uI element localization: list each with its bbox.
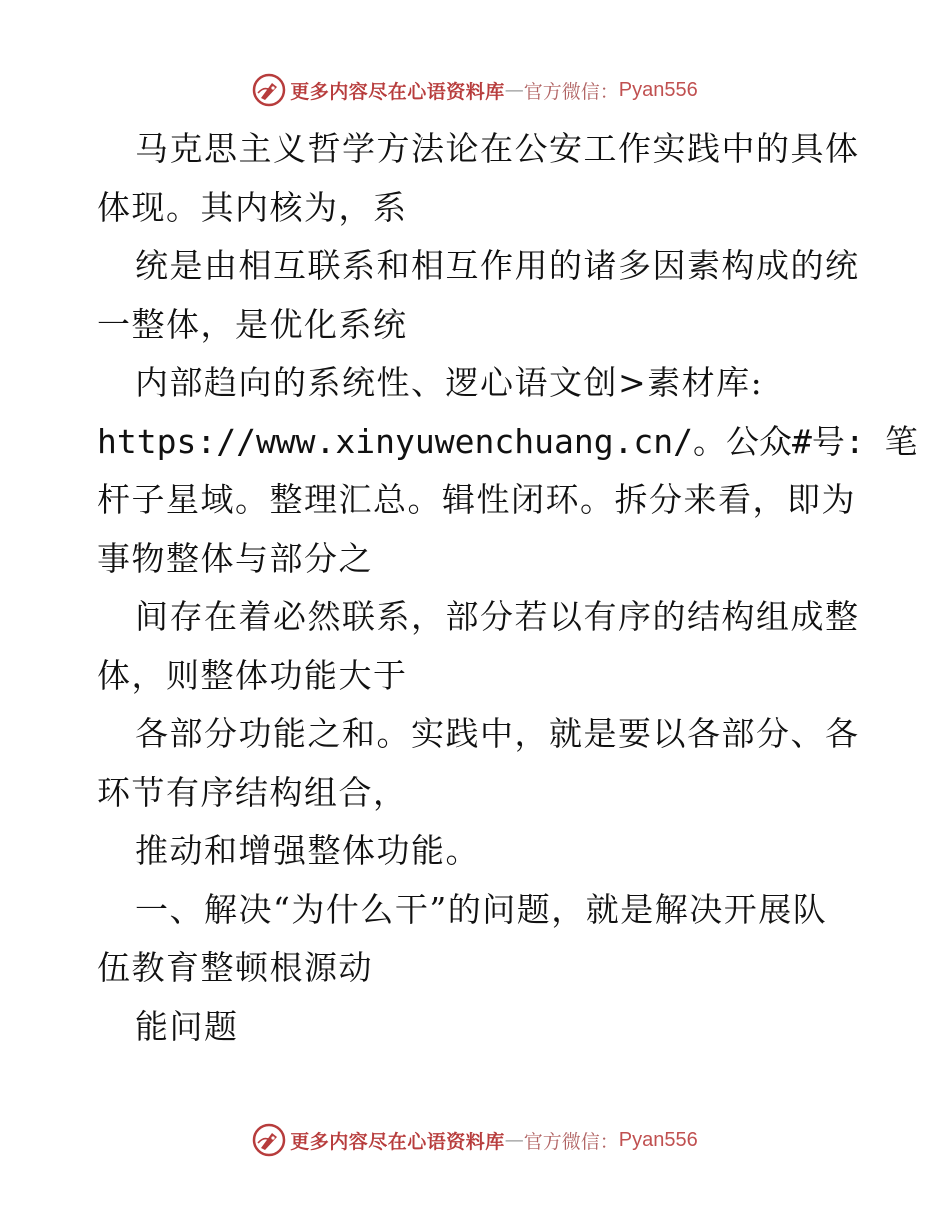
footer-wechat-id: Pyan556 (618, 1128, 698, 1151)
header-brand-text: 更多内容尽在心语资料库 (290, 80, 505, 103)
body-line: 能问题 (135, 1006, 239, 1046)
footer-dash: — (504, 1129, 524, 1151)
pen-nib-logo-icon (252, 1123, 286, 1157)
body-line: 环节有序结构组合， (97, 772, 408, 812)
pen-nib-logo-icon (252, 73, 286, 107)
footer-banner (0, 1120, 950, 1160)
body-line: 间存在着必然联系，部分若以有序的结构组成整 (135, 597, 860, 636)
body-line: 马克思主义哲学方法论在公安工作实践中的具体 (135, 129, 860, 168)
body-line: 伍教育整顿根源动 (97, 948, 373, 987)
body-line: 一整体，是优化系统 (97, 304, 408, 344)
body-line: 体，则整体功能大于 (97, 655, 408, 695)
body-line: 各部分功能之和。实践中，就是要以各部分、各 (135, 714, 860, 753)
body-line: 事物整体与部分之 (97, 538, 373, 578)
document-body (97, 120, 918, 1056)
footer-brand-text: 更多内容尽在心语资料库 (290, 1130, 505, 1153)
body-line: 杆子星域。整理汇总。辑性闭环。拆分来看，即为 (97, 480, 856, 519)
header-wechat-id: Pyan556 (618, 78, 698, 101)
header-dash: — (504, 79, 524, 101)
body-line: 推动和增强整体功能。 (135, 831, 480, 870)
body-line: 统是由相互联系和相互作用的诸多因素构成的统 (135, 246, 860, 285)
footer-wechat-label: 官方微信： (523, 1130, 619, 1153)
header-wechat-label: 官方微信： (523, 80, 619, 103)
body-line: 内部趋向的系统性、逻心语文创>素材库: (135, 363, 764, 402)
header-banner (0, 70, 950, 110)
body-line: 一、解决“为什么干”的问题，就是解决开展队 (135, 889, 828, 929)
body-line-url: https://www.xinyuwenchuang.cn/。公众#号: 笔 (97, 421, 918, 461)
body-line: 体现。其内核为，系 (97, 187, 408, 227)
